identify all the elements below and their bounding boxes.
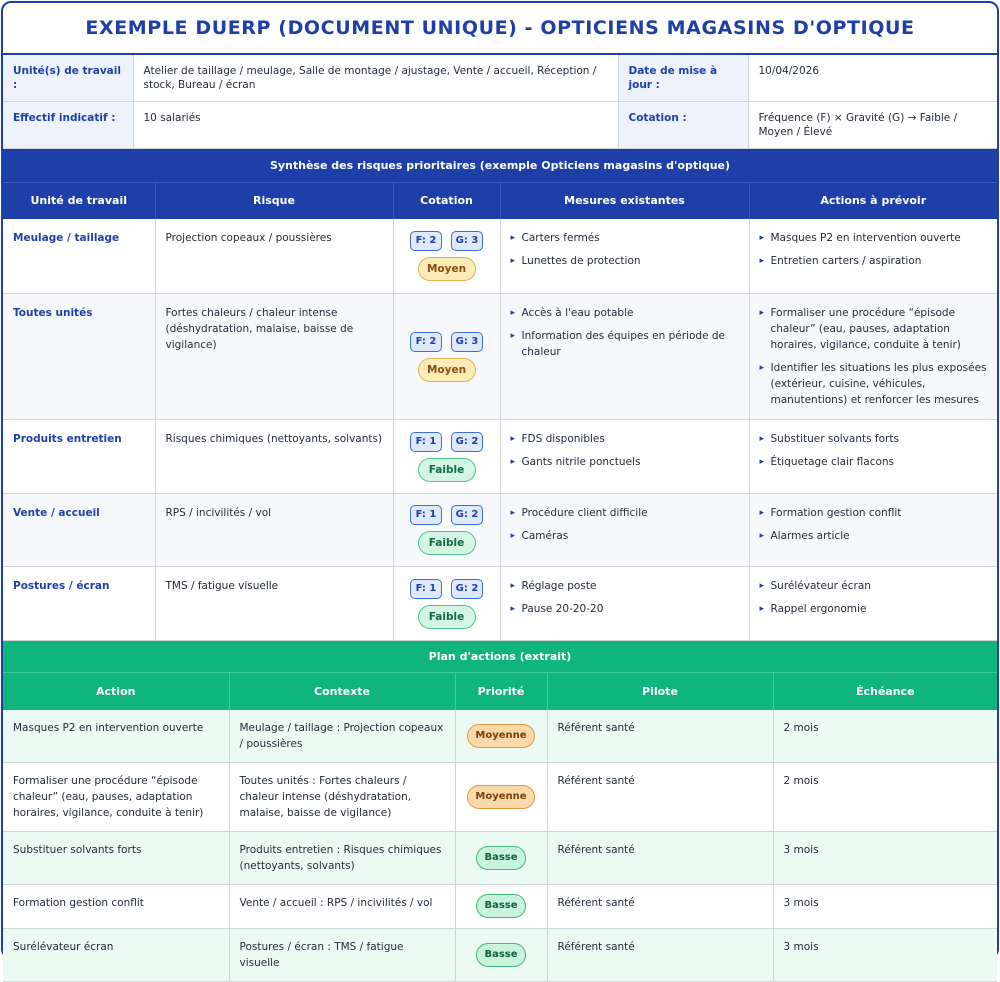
plan-header-echeance: Échéance	[773, 673, 997, 710]
risk-header-cotation: Cotation	[393, 183, 500, 219]
plan-contexte: Toutes unités : Fortes chaleurs / chaleur intense (déshydratation, malaise, baisse de vigilance)	[229, 762, 455, 831]
risk-header-mesures: Mesures existantes	[500, 183, 749, 219]
risk-mesures	[500, 420, 749, 494]
plan-echeance: 2 mois	[773, 710, 997, 763]
gravity-chip: G: 2	[451, 505, 483, 525]
plan-header-priorite: Priorité	[455, 673, 547, 710]
mesure-item: ▸ FDS disponibles	[511, 431, 739, 447]
plan-priorite	[455, 884, 547, 928]
priority-badge: Basse	[476, 943, 526, 967]
info-table	[3, 55, 997, 149]
risk-unit: Postures / écran	[3, 567, 155, 641]
plan-row	[3, 928, 997, 981]
plan-priorite	[455, 831, 547, 884]
risk-level-badge: Faible	[418, 458, 476, 482]
plan-echeance: 3 mois	[773, 831, 997, 884]
plan-pilote: Référent santé	[547, 710, 773, 763]
risk-mesures	[500, 494, 749, 567]
document-title: EXEMPLE DUERP (DOCUMENT UNIQUE) - OPTICIENS MAGASINS D'OPTIQUE	[3, 3, 997, 55]
risk-label: Risques chimiques (nettoyants, solvants)	[155, 420, 393, 494]
plan-action: Surélévateur écran	[3, 928, 229, 981]
risk-header-actions: Actions à prévoir	[749, 183, 997, 219]
plan-echeance: 3 mois	[773, 884, 997, 928]
mesure-item: ▸ Carters fermés	[511, 230, 739, 246]
plan-pilote: Référent santé	[547, 884, 773, 928]
risk-row	[3, 494, 997, 567]
plan-contexte: Vente / accueil : RPS / incivilités / vol	[229, 884, 455, 928]
priority-badge: Basse	[476, 894, 526, 918]
priority-badge: Moyenne	[467, 785, 535, 809]
action-item: ▸ Rappel ergonomie	[760, 601, 988, 617]
risk-actions	[749, 567, 997, 641]
synthese-title: Synthèse des risques prioritaires (exemple Opticiens magasins d'optique)	[3, 149, 997, 182]
date-value: 10/04/2026	[748, 55, 997, 102]
frequency-chip: F: 2	[410, 332, 442, 352]
risk-level-badge: Faible	[418, 531, 476, 555]
gravity-chip: G: 3	[451, 231, 483, 251]
plan-priorite	[455, 762, 547, 831]
plan-echeance: 2 mois	[773, 762, 997, 831]
date-label: Date de mise à jour :	[618, 55, 748, 102]
action-item: ▸ Étiquetage clair flacons	[760, 454, 988, 470]
plan-action: Substituer solvants forts	[3, 831, 229, 884]
plan-pilote: Référent santé	[547, 928, 773, 981]
risk-label: TMS / fatigue visuelle	[155, 567, 393, 641]
risk-level-badge: Faible	[418, 605, 476, 629]
risk-row	[3, 420, 997, 494]
plan-table	[3, 672, 997, 982]
frequency-chip: F: 1	[410, 432, 442, 452]
action-item: ▸ Masques P2 en intervention ouverte	[760, 230, 988, 246]
risk-mesures	[500, 294, 749, 420]
mesure-item: ▸ Gants nitrile ponctuels	[511, 454, 739, 470]
action-item: ▸ Formation gestion conflit	[760, 505, 988, 521]
frequency-chip: F: 2	[410, 231, 442, 251]
risk-actions	[749, 420, 997, 494]
action-item: ▸ Identifier les situations les plus exposées (extérieur, cuisine, véhicules, manutentions) et renforcer les mesures	[760, 360, 988, 408]
action-item: ▸ Formaliser une procédure “épisode chaleur” (eau, pauses, adaptation horaires, vigilance, conduite à tenir)	[760, 305, 988, 353]
risk-row	[3, 567, 997, 641]
risk-label: Fortes chaleurs / chaleur intense (déshydratation, malaise, baisse de vigilance)	[155, 294, 393, 420]
risk-level-badge: Moyen	[418, 257, 476, 281]
unites-value: Atelier de taillage / meulage, Salle de montage / ajustage, Vente / accueil, Réception / stock, Bureau / écran	[133, 55, 618, 102]
gravity-chip: G: 2	[451, 579, 483, 599]
effectif-value: 10 salariés	[133, 102, 618, 149]
plan-priorite	[455, 928, 547, 981]
cotation-label: Cotation :	[618, 102, 748, 149]
frequency-chip: F: 1	[410, 505, 442, 525]
cotation-value: Fréquence (F) × Gravité (G) → Faible / Moyen / Élevé	[748, 102, 997, 149]
duerp-document	[1, 1, 999, 969]
plan-contexte: Postures / écran : TMS / fatigue visuelle	[229, 928, 455, 981]
plan-action: Formaliser une procédure “épisode chaleur” (eau, pauses, adaptation horaires, vigilance, conduite à tenir)	[3, 762, 229, 831]
risk-actions	[749, 219, 997, 294]
plan-row	[3, 884, 997, 928]
risk-unit: Meulage / taillage	[3, 219, 155, 294]
risk-unit: Toutes unités	[3, 294, 155, 420]
plan-action: Formation gestion conflit	[3, 884, 229, 928]
risk-label: Projection copeaux / poussières	[155, 219, 393, 294]
mesure-item: ▸ Lunettes de protection	[511, 253, 739, 269]
plan-contexte: Produits entretien : Risques chimiques (nettoyants, solvants)	[229, 831, 455, 884]
plan-pilote: Référent santé	[547, 762, 773, 831]
risk-actions	[749, 294, 997, 420]
risk-unit: Vente / accueil	[3, 494, 155, 567]
action-item: ▸ Substituer solvants forts	[760, 431, 988, 447]
plan-header-contexte: Contexte	[229, 673, 455, 710]
plan-contexte: Meulage / taillage : Projection copeaux / poussières	[229, 710, 455, 763]
risk-row	[3, 294, 997, 420]
risk-unit: Produits entretien	[3, 420, 155, 494]
plan-title: Plan d'actions (extrait)	[3, 641, 997, 672]
risk-label: RPS / incivilités / vol	[155, 494, 393, 567]
risk-cotation	[393, 567, 500, 641]
plan-row	[3, 710, 997, 763]
priority-badge: Moyenne	[467, 724, 535, 748]
action-item: ▸ Alarmes article	[760, 528, 988, 544]
mesure-item: ▸ Réglage poste	[511, 578, 739, 594]
plan-header-pilote: Pilote	[547, 673, 773, 710]
plan-row	[3, 762, 997, 831]
risk-mesures	[500, 567, 749, 641]
plan-row	[3, 831, 997, 884]
action-item: ▸ Entretien carters / aspiration	[760, 253, 988, 269]
mesure-item: ▸ Procédure client difficile	[511, 505, 739, 521]
risk-cotation	[393, 494, 500, 567]
risk-level-badge: Moyen	[418, 358, 476, 382]
risk-actions	[749, 494, 997, 567]
plan-priorite	[455, 710, 547, 763]
risk-mesures	[500, 219, 749, 294]
risk-row	[3, 219, 997, 294]
plan-action: Masques P2 en intervention ouverte	[3, 710, 229, 763]
plan-pilote: Référent santé	[547, 831, 773, 884]
plan-header-action: Action	[3, 673, 229, 710]
action-item: ▸ Surélévateur écran	[760, 578, 988, 594]
risk-table	[3, 182, 997, 641]
gravity-chip: G: 3	[451, 332, 483, 352]
frequency-chip: F: 1	[410, 579, 442, 599]
priority-badge: Basse	[476, 846, 526, 870]
mesure-item: ▸ Information des équipes en période de chaleur	[511, 328, 739, 360]
risk-cotation	[393, 219, 500, 294]
mesure-item: ▸ Accès à l'eau potable	[511, 305, 739, 321]
risk-cotation	[393, 294, 500, 420]
risk-header-unit: Unité de travail	[3, 183, 155, 219]
plan-echeance: 3 mois	[773, 928, 997, 981]
mesure-item: ▸ Pause 20-20-20	[511, 601, 739, 617]
risk-header-risk: Risque	[155, 183, 393, 219]
risk-cotation	[393, 420, 500, 494]
mesure-item: ▸ Caméras	[511, 528, 739, 544]
gravity-chip: G: 2	[451, 432, 483, 452]
effectif-label: Effectif indicatif :	[3, 102, 133, 149]
unites-label: Unité(s) de travail :	[3, 55, 133, 102]
